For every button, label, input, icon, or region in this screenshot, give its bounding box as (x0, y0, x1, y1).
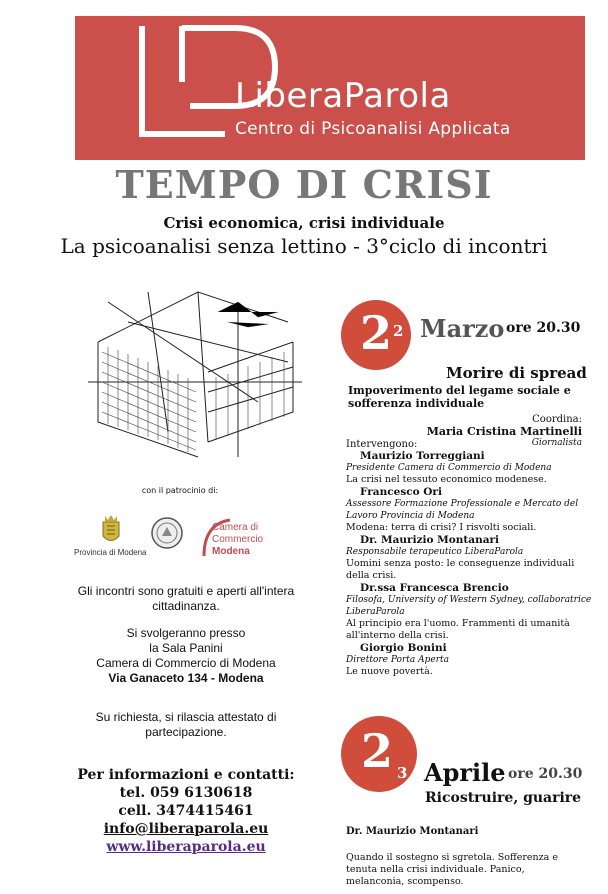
province-label: Provincia di Modena (74, 548, 147, 557)
speaker-role: Direttore Porta Aperta (346, 655, 449, 665)
contacts-block (70, 766, 302, 856)
speaker-item (346, 450, 594, 486)
event2-day-small: 3 (397, 764, 408, 782)
speaker-name: Dr. Maurizio Montanari (360, 534, 500, 546)
event2-time: ore 20.30 (508, 766, 583, 782)
subtitle-primary: Crisi economica, crisi individuale (163, 214, 445, 232)
coordinator-role: Giornalista (531, 438, 582, 448)
event2-title: Ricostruire, guarire (425, 790, 582, 806)
speaker-role: Filosofa, University of Western Sydney, collaboratrice LiberaParola (346, 595, 592, 617)
camera-commercio-label (212, 522, 312, 558)
phone: tel. 059 6130618 (119, 785, 253, 801)
page-title: TEMPO DI CRISI (115, 162, 493, 207)
event1-subtitle: Impoverimento del legame sociale e sofferenza individuale (348, 384, 571, 410)
speaker-item (346, 534, 594, 582)
contacts-heading: Per informazioni e contatti: (77, 767, 295, 783)
event2-month: Aprile (424, 758, 506, 787)
header-banner (75, 16, 585, 160)
cell-phone: cell. 3474415461 (118, 803, 254, 819)
event2-speaker: Dr. Maurizio Montanari (346, 826, 479, 837)
event1-month: Marzo (420, 314, 505, 343)
coordinator-label: Coordina: (532, 414, 582, 425)
speaker-name: Giorgio Bonini (360, 642, 447, 654)
event1-day-big: 2 (360, 306, 393, 360)
venue-address: Via Ganaceto 134 - Modena (108, 671, 264, 685)
seal-icon (150, 516, 184, 550)
camera-line1: Camera di Commercio (212, 522, 264, 545)
speaker-talk: Uomini senza posto: le conseguenze individuali della crisi. (346, 558, 575, 581)
venue-org: Camera di Commercio di Modena (96, 656, 276, 670)
province-crest-icon (100, 512, 122, 546)
patronage-logos (72, 508, 312, 564)
speaker-item (346, 642, 594, 678)
speakers-list (346, 450, 594, 678)
speaker-item (346, 486, 594, 534)
attestation-text: Su richiesta, si rilascia attestato di partecipazione. (95, 710, 277, 739)
email-link[interactable]: info@liberaparola.eu (103, 821, 269, 837)
speaker-name: Francesco Ori (360, 486, 442, 498)
patronage-label: con il patrocinio di: (141, 486, 219, 495)
speaker-role: Assessore Formazione Professionale e Mercato del Lavoro Provincia di Modena (346, 499, 579, 521)
website-link[interactable]: www.liberaparola.eu (106, 839, 266, 855)
speaker-name: Maurizio Torreggiani (360, 450, 485, 462)
venue-name: la Sala Panini (149, 641, 223, 655)
camera-line2: Modena (212, 546, 250, 557)
architecture-sketch-image (88, 282, 304, 470)
speaker-talk: La crisi nel tessuto economico modenese. (346, 474, 547, 485)
event2-description: Quando il sostegno si sgretola. Sofferenza e tenuta nella crisi individuale. Panico, melanconia, scompenso. (346, 852, 558, 887)
speaker-role: Responsabile terapeutico LiberaParola (346, 547, 524, 557)
event1-day-small: 2 (393, 322, 404, 340)
free-entry-text: Gli incontri sono gratuiti e aperti all'intera cittadinanza. (77, 584, 295, 613)
coordinator-name: Maria Cristina Martinelli (426, 425, 582, 438)
speaker-name: Dr.ssa Francesca Brencio (360, 582, 509, 594)
brand-subtitle: Centro di Psicoanalisi Applicata (235, 119, 511, 139)
event1-title: Morire di spread (446, 364, 587, 382)
speaker-talk: Al principio era l'uomo. Frammenti di umanità all'interno della crisi. (346, 618, 570, 641)
event-info (70, 584, 302, 740)
event1-time: ore 20.30 (506, 320, 581, 336)
speaker-item (346, 582, 594, 642)
subtitle-secondary: La psicoanalisi senza lettino - 3°ciclo di incontri (60, 234, 548, 258)
speaker-talk: Le nuove povertà. (346, 666, 433, 677)
venue-intro: Si svolgeranno presso (126, 626, 246, 640)
speakers-label: Intervengono: (346, 439, 418, 450)
event2-day-big: 2 (361, 724, 394, 778)
speaker-talk: Modena: terra di crisi? I risvolti sociali. (346, 522, 537, 533)
brand-name: LiberaParola (235, 76, 451, 116)
speaker-role: Presidente Camera di Commercio di Modena (346, 463, 552, 473)
